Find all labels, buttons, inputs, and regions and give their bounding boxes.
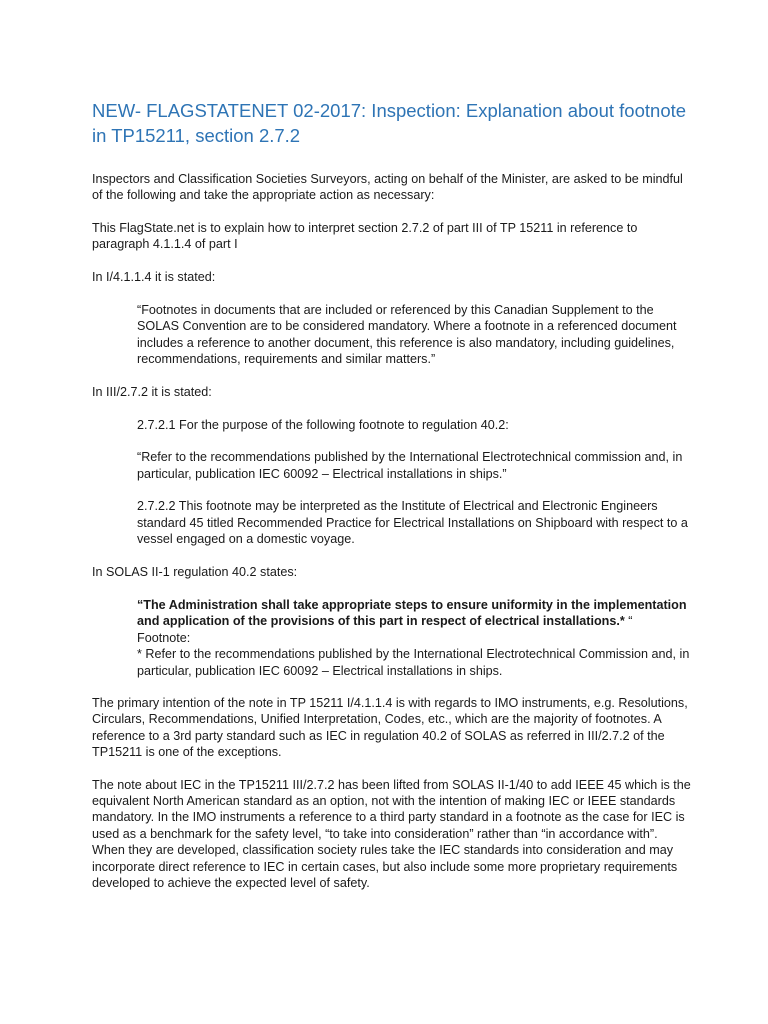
document-title: NEW- FLAGSTATENET 02-2017: Inspection: Explanation about footnote in TP15211, section 2.7.2 xyxy=(92,100,687,146)
section-i-heading: In I/4.1.1.4 it is stated: xyxy=(92,269,216,284)
primary-intention-paragraph: The primary intention of the note in TP 15211 I/4.1.1.4 is with regards to IMO instruments, e.g. Resolutions, Circulars, Recommendations, Unified Interpretation, Codes, etc., which are the majority of footnotes. A reference to a 3rd party standard such as IEC in regulation 40.2 of SOLAS as referred in III/2.7.2 of the TP15211 is one of the exceptions. xyxy=(92,695,688,760)
footnote-label: Footnote: xyxy=(137,630,191,645)
section-solas-heading: In SOLAS II-1 regulation 40.2 states: xyxy=(92,564,298,579)
iec-note-paragraph: The note about IEC in the TP15211 III/2.7.2 has been lifted from SOLAS II-1/40 to add IEEE 45 which is the equivalent North American standard as an option, not with the intention of making IEC or IEEE standards mandatory. In the IMO instruments a reference to a third party standard in a footnote as the case for IEC is used as a benchmark for the safety level, “to take into consideration” rather than “in accordance with”. When they are developed, classification society rules take the IEC standards into consideration and may incorporate direct reference to IEC in certain cases, but also include some more proprietary requirements developed to achieve the expected level of safety. xyxy=(92,777,691,890)
footnote-text: * Refer to the recommendations published by the International Electrotechnical Commission and, in particular, publication IEC 60092 – Electrical installations in ships. xyxy=(137,647,690,678)
quote-solas-40-2 xyxy=(137,597,692,679)
intro-paragraph: Inspectors and Classification Societies Surveyors, acting on behalf of the Minister, are asked to be mindful of the following and take the appropriate action as necessary: xyxy=(92,172,683,203)
section-iii-heading: In III/2.7.2 it is stated: xyxy=(92,384,212,399)
quote-footnote-iec: “Refer to the recommendations published by the International Electrotechnical commission and, in particular, publication IEC 60092 – Electrical installations in ships.” xyxy=(137,450,683,481)
quote-2-7-2-1: 2.7.2.1 For the purpose of the following footnote to regulation 40.2: xyxy=(137,418,509,433)
solas-quote-text: “The Administration shall take appropriate steps to ensure uniformity in the implementation and application of the provisions of this part in respect of electrical installations.* xyxy=(137,597,687,629)
quote-2-7-2-2: 2.7.2.2 This footnote may be interpreted as the Institute of Electrical and Electronic Engineers standard 45 titled Recommended Practice for Electrical Installations on Shipboard with respect to a vessel engaged on a domestic voyage. xyxy=(137,499,688,547)
solas-quote-close: “ xyxy=(624,614,633,629)
quote-i-4-1-1-4: “Footnotes in documents that are included or referenced by this Canadian Supplement to the SOLAS Convention are to be considered mandatory. Where a footnote in a referenced document includes a reference to another document, this reference is also mandatory, including guidelines, recommendations, requirements and similar matters.” xyxy=(137,303,677,367)
purpose-paragraph: This FlagState.net is to explain how to interpret section 2.7.2 of part III of TP 15211 in reference to paragraph 4.1.1.4 of part I xyxy=(92,220,638,252)
document-page xyxy=(92,98,692,891)
